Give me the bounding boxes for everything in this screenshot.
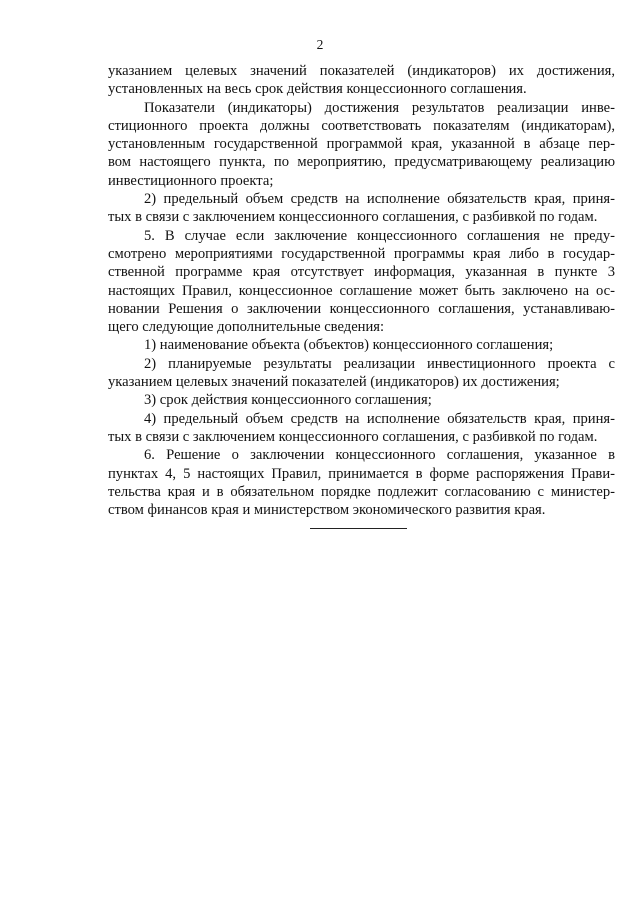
paragraph-point-6	[108, 446, 615, 519]
text-line: 3) срок действия концессионного соглашения;	[144, 392, 432, 409]
text-line: 2) планируемые результаты реализации инвестиционного проекта с	[144, 355, 615, 372]
paragraph-item-1-name	[108, 336, 615, 354]
text-line: стиционного проекта должны соответствовать показателям (индикаторам),	[108, 117, 615, 134]
text-line: указанием целевых значений показателей (индикаторов) их достижения,	[108, 63, 615, 79]
text-line: новании Решения о заключении концессионного соглашения, устанавливаю-	[108, 300, 615, 317]
text-line: 1) наименование объекта (объектов) концессионного соглашения;	[144, 337, 554, 354]
text-line: 2) предельный объем средств на исполнение обязательств края, приня-	[144, 191, 615, 208]
text-line: 5. В случае если заключение концессионного соглашения не преду-	[144, 227, 615, 244]
text-line: вом настоящего пункта, по мероприятию, предусматривающему реализацию	[108, 154, 615, 171]
text-line: тых в связи с заключением концессионного соглашения, с разбивкой по годам.	[108, 209, 598, 226]
paragraph-item-2-limit	[108, 190, 615, 227]
paragraph-point-5	[108, 227, 615, 337]
paragraph-continuation	[108, 62, 615, 99]
text-line: установленным государственной программой края, указанной в абзаце пер-	[108, 136, 615, 153]
paragraph-item-3-term	[108, 391, 615, 409]
text-line: тых в связи с заключением концессионного соглашения, с разбивкой по годам.	[108, 428, 598, 445]
text-line: смотрено мероприятиями государственной программы края либо в государ-	[108, 245, 615, 262]
text-line: Показатели (индикаторы) достижения результатов реализации инве-	[144, 99, 615, 116]
text-line: ственной программе края отсутствует информация, указанная в пункте 3	[108, 264, 615, 281]
paragraph-item-2-results	[108, 355, 615, 392]
text-line: щего следующие дополнительные сведения:	[108, 319, 385, 336]
document-body	[108, 62, 615, 519]
text-line: настоящих Правил, концессионное соглашение может быть заключено на ос-	[108, 282, 615, 299]
text-line: тельства края и в обязательном порядке подлежит согласованию с министер-	[108, 483, 615, 500]
paragraph-item-4-limit	[108, 410, 615, 447]
text-line: ством финансов края и министерством экономического развития края.	[108, 502, 546, 519]
text-line: пунктах 4, 5 настоящих Правил, принимается в форме распоряжения Прави-	[108, 465, 615, 482]
paragraph-indicators	[108, 99, 615, 190]
end-separator-line	[310, 528, 407, 529]
page-number: 2	[316, 37, 324, 52]
text-line: инвестиционного проекта;	[108, 172, 274, 189]
text-line: 4) предельный объем средств на исполнение обязательств края, приня-	[144, 410, 615, 427]
text-line: указанием целевых значений показателей (индикаторов) их достижения;	[108, 374, 560, 391]
text-line: установленных на весь срок действия концессионного соглашения.	[108, 81, 527, 98]
text-line: 6. Решение о заключении концессионного соглашения, указанное в	[144, 447, 615, 464]
